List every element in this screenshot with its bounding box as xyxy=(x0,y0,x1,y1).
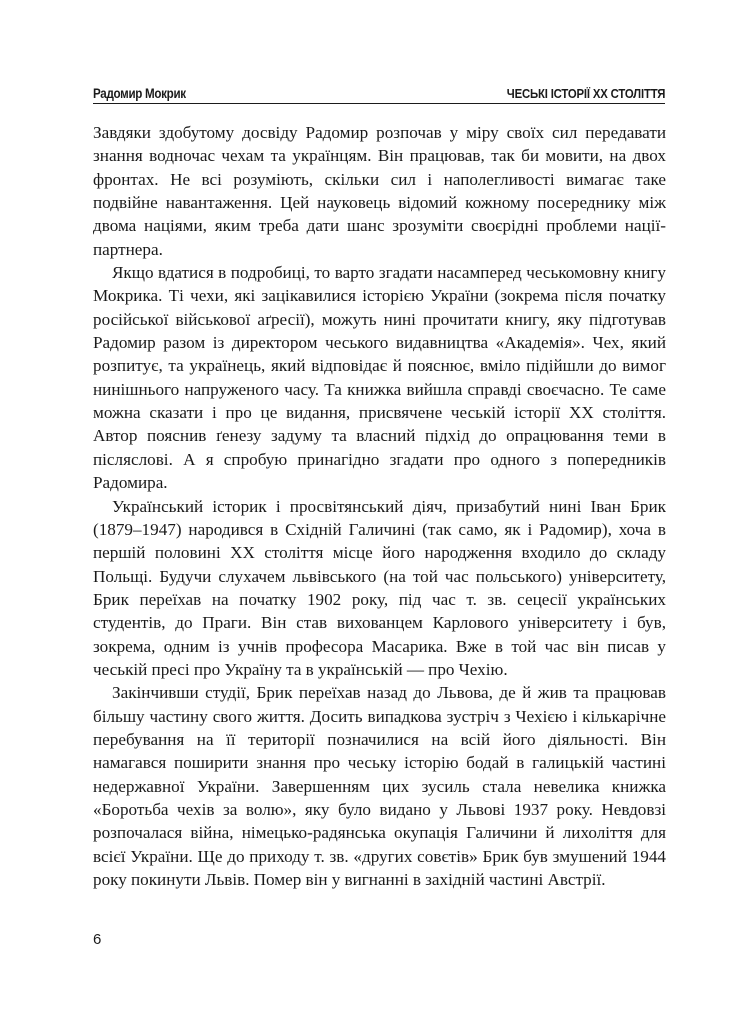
body-paragraph: Закінчивши студії, Брик переїхав назад до Львова, де й жив та працював більшу частину свого життя. Досить випадкова зустріч з Чехією і кількарічне перебування на її території позначилися на всій його діяльності. Він намагався поширити знання про чеську історію бодай в галицькій частині недержавної України. Завершенням цих зусиль стала невелика книжка «Боротьба чехів за волю», яку було видано у Львові 1937 року. Невдовзі розпочалася війна, німецько-радянська окупація Галичини й лихоліття для всієї України. Ще до приходу т. зв. «других совєтів» Брик був змушений 1944 року покинути Львів. Помер він у вигнанні в західній частині Австрії. xyxy=(93,683,666,889)
running-head-title: ЧЕСЬКІ ІСТОРІЇ XX СТОЛІТТЯ xyxy=(506,85,665,101)
body-text-column xyxy=(93,121,666,891)
page-number: 6 xyxy=(93,931,102,948)
running-head xyxy=(93,78,665,104)
body-paragraph: Якщо вдатися в подробиці, то варто згадати насамперед чеськомовну книгу Мокрика. Ті чехи, які зацікавилися історією України (зокрема після початку російської військової аґресії), можуть нині прочитати книгу, яку підготував Радомир разом із директором чеського видавництва «Академія». Чех, який розпитує, та українець, який відповідає й пояснює, вміло підійшли до вимог нинішнього напруженого часу. Та книжка вийшла справді своєчасно. Те саме можна сказати і про це видання, присвячене чеській історії XX століття. Автор пояснив ґенезу задуму та власний підхід до опрацювання теми в післяслові. А я спробую принагідно згадати про одного з попередників Радомира. xyxy=(93,263,666,493)
running-head-author: Радомир Мокрик xyxy=(93,85,186,101)
body-paragraph: Український історик і просвітянський діяч, призабутий нині Іван Брик (1879–1947) народився в Східній Галичині (так само, як і Радомир), хоча в першій половині XX століття місце його народження входило до складу Польщі. Будучи слухачем львівського (на той час польського) університету, Брик переїхав на початку 1902 року, під час т. зв. сецесії українських студентів, до Праги. Він став вихованцем Карлового університету і був, зокрема, одним із учнів професора Масарика. Вже в той час він писав у чеській пресі про Україну та в українській — про Чехію. xyxy=(93,496,666,679)
body-paragraph: Завдяки здобутому досвіду Радомир розпочав у міру своїх сил передавати знання водночас чехам та українцям. Він працював, так би мовити, на двох фронтах. Не всі розуміють, скільки сил і наполегливості вимагає таке подвійне навантаження. Цей науковець відомий кожному посереднику між двома націями, яким треба дати шанс зрозуміти своєрідні проблеми нації-партнера. xyxy=(93,123,666,259)
